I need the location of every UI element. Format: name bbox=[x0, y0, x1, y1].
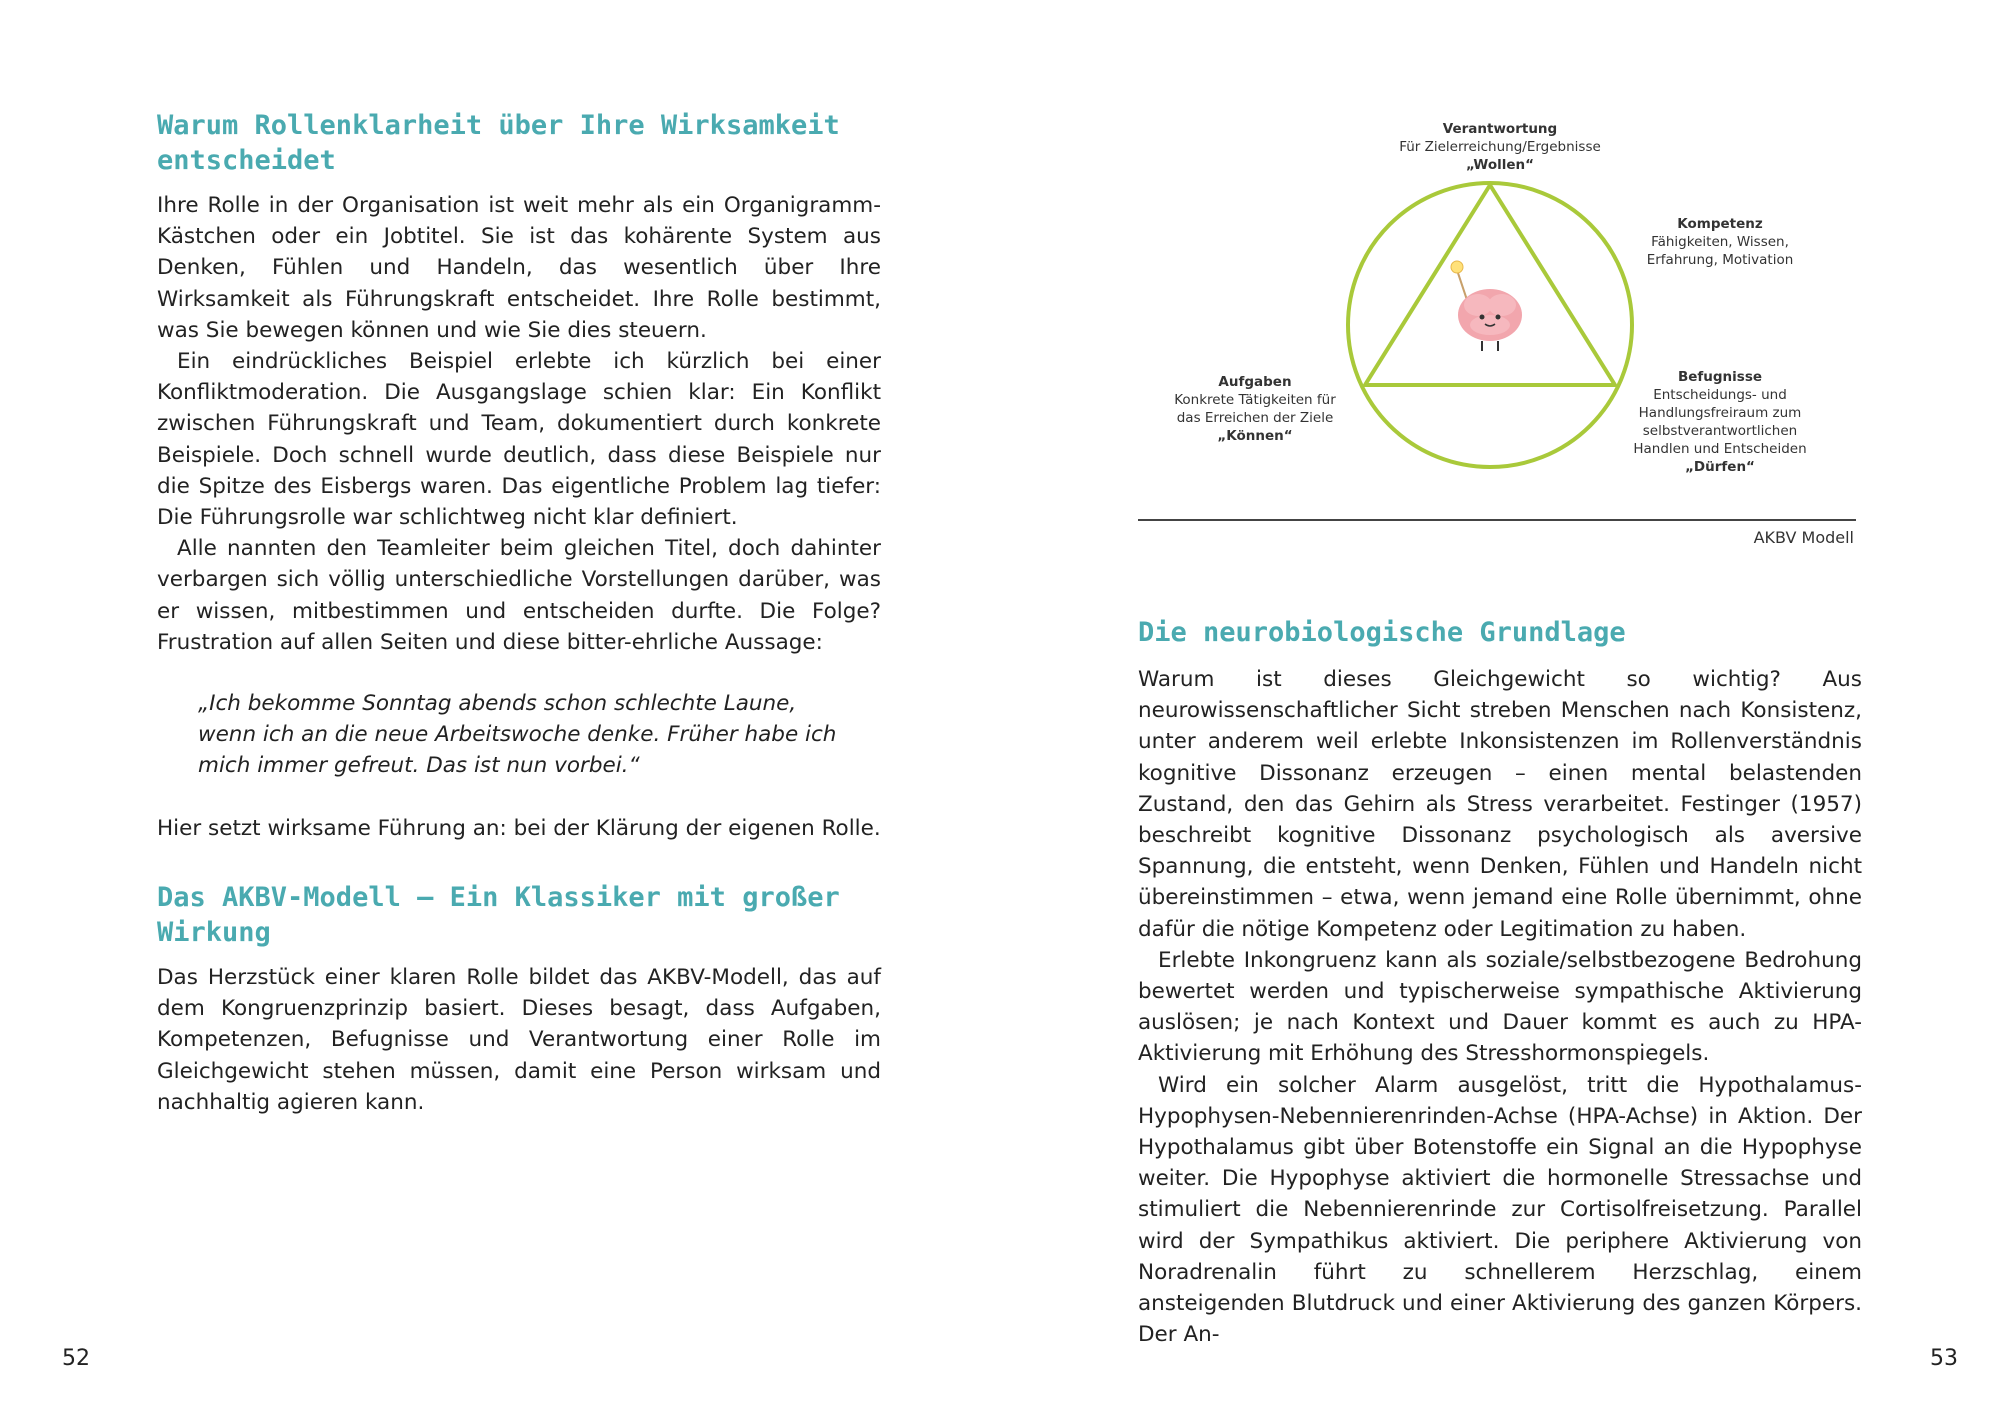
label-sub: Handlungsfreiraum zum bbox=[1638, 405, 1802, 421]
body-text-block-2 bbox=[157, 813, 881, 844]
label-title: Kompetenz bbox=[1677, 216, 1763, 232]
label-befugnisse bbox=[1620, 368, 1820, 476]
body-text-block-3 bbox=[157, 962, 881, 1118]
blockquote bbox=[198, 688, 878, 782]
label-aufgaben bbox=[1160, 373, 1350, 445]
label-sub: Entscheidungs- und bbox=[1653, 387, 1787, 403]
heading-line: Wirkung bbox=[157, 917, 271, 948]
paragraph: Ein eindrückliches Beispiel erlebte ich kürzlich bei einer Konfliktmoderation. Die Ausgangslage schien klar: Ein Konflikt zwischen Führungskraft und Team, dokumentiert durch konkrete Beispiele. Doch schnell wurde deutlich, dass diese Beispiele nur die Spitze des Eisbergs waren. Das eigentliche Problem lag tiefer: Die Führungsrolle war schlichtweg nicht klar definiert. bbox=[157, 349, 881, 531]
section-heading-rollenklarheit bbox=[157, 108, 897, 178]
paragraph: Wird ein solcher Alarm ausgelöst, tritt die Hypothalamus-Hypophysen-Nebennierenrinden-Achse (HPA-Achse) in Aktion. Der Hypothalamus gibt über Botenstoffe ein Signal an die Hypophyse weiter. Die Hypophyse aktiviert die hormonelle Stressachse und stimuliert die Nebennierenrinde zur Cortisolfreisetzung. Parallel wird der Sympathikus aktiviert. Die periphere Aktivierung von Noradrenalin führt zu schnellerem Herzschlag, einem ansteigenden Blutdruck und einer Aktivierung des ganzen Körpers. Der An- bbox=[1138, 1072, 1862, 1348]
diagram-divider bbox=[1138, 519, 1856, 521]
label-title: Aufgaben bbox=[1218, 374, 1292, 390]
label-title: Befugnisse bbox=[1677, 369, 1763, 385]
quote-line: mich immer gefreut. Das ist nun vorbei.“ bbox=[198, 753, 640, 779]
label-em: „Wollen“ bbox=[1465, 157, 1535, 173]
quote-line: „Ich bekomme Sonntag abends schon schlechte Laune, bbox=[198, 691, 797, 716]
label-sub: Für Zielerreichung/Ergebnisse bbox=[1399, 139, 1601, 155]
page-number: 53 bbox=[1930, 1346, 1958, 1371]
diagram-caption: AKBV Modell bbox=[1753, 528, 1854, 547]
paragraph: Das Herzstück einer klaren Rolle bildet das AKBV-Modell, das auf dem Kongruenzprinzip basiert. Dieses besagt, dass Aufgaben, Kompetenzen, Befugnisse und Verantwortung einer Rolle im Gleichgewicht stehen müssen, damit eine Person wirksam und nachhaltig agieren kann. bbox=[157, 965, 881, 1115]
paragraph: Alle nannten den Teamleiter beim gleichen Titel, doch dahinter verbargen sich völlig unterschiedliche Vorstellungen darüber, was er wissen, mitbestimmen und entscheiden durfte. Die Folge? Frustration auf allen Seiten und diese bitter-ehrliche Aussage: bbox=[157, 536, 881, 655]
label-verantwortung bbox=[1390, 120, 1610, 174]
heading-line: Die neurobiologische Grundlage bbox=[1138, 617, 1626, 648]
quote-line: wenn ich an die neue Arbeitswoche denke. Früher habe ich bbox=[198, 722, 837, 748]
paragraph: Warum ist dieses Gleichgewicht so wichtig? Aus neurowissenschaftlicher Sicht streben Menschen nach Konsistenz, unter anderem weil erlebte Inkonsistenzen im Rollenverständnis kognitive Dissonanz erzeugen – einen mental belastenden Zustand, den das Gehirn als Stress verarbeitet. Festinger (1957) beschreibt kognitive Dissonanz psychologisch als aversive Spannung, die entsteht, wenn Denken, Fühlen und Handeln nicht übereinstimmen – etwa, wenn jemand eine Rolle übernimmt, ohne dafür die nötige Kompetenz oder Legitimation zu haben. bbox=[1138, 667, 1862, 942]
paragraph: Ihre Rolle in der Organisation ist weit mehr als ein Organigramm-Kästchen oder ein Jobtitel. Sie ist das kohärente System aus Denken, Fühlen und Handeln, das wesentlich über Ihre Wirksamkeit als Führungskraft entscheidet. Ihre Rolle bestimmt, was Sie bewegen können und wie Sie dies steuern. bbox=[157, 193, 881, 343]
paragraph: Erlebte Inkongruenz kann als soziale/selbstbezogene Bedrohung bewertet werden und typischerweise sympathische Aktivierung auslösen; je nach Kontext und Dauer kommt es auch zu HPA-Aktivierung mit Erhöhung des Stresshormonspiegels. bbox=[1138, 947, 1862, 1067]
body-text-block-1 bbox=[157, 190, 881, 658]
heading-line: Warum Rollenklarheit über Ihre Wirksamkeit bbox=[157, 110, 840, 141]
heading-line: entscheidet bbox=[157, 145, 336, 176]
label-em: „Dürfen“ bbox=[1685, 459, 1755, 475]
label-em: „Können“ bbox=[1217, 428, 1293, 444]
label-sub: Erfahrung, Motivation bbox=[1646, 252, 1794, 268]
body-text-block-4 bbox=[1138, 664, 1862, 1350]
page-number: 52 bbox=[62, 1346, 90, 1371]
label-sub: das Erreichen der Ziele bbox=[1176, 410, 1334, 426]
label-sub: Konkrete Tätigkeiten für bbox=[1174, 392, 1336, 408]
paragraph: Hier setzt wirksame Führung an: bei der Klärung der eigenen Rolle. bbox=[157, 816, 881, 841]
section-heading-neurobiologie bbox=[1138, 615, 1878, 650]
label-sub: selbstverantwortlichen bbox=[1642, 423, 1798, 439]
heading-line: Das AKBV-Modell – Ein Klassiker mit großer bbox=[157, 882, 840, 913]
label-title: Verantwortung bbox=[1442, 121, 1558, 137]
akbv-circle-triangle bbox=[1340, 175, 1640, 475]
brain-mascot-icon bbox=[1451, 261, 1522, 351]
label-sub: Fähigkeiten, Wissen, bbox=[1651, 234, 1789, 250]
section-heading-akbv bbox=[157, 880, 897, 950]
label-kompetenz bbox=[1630, 215, 1810, 269]
label-sub: Handlen und Entscheiden bbox=[1633, 441, 1807, 457]
